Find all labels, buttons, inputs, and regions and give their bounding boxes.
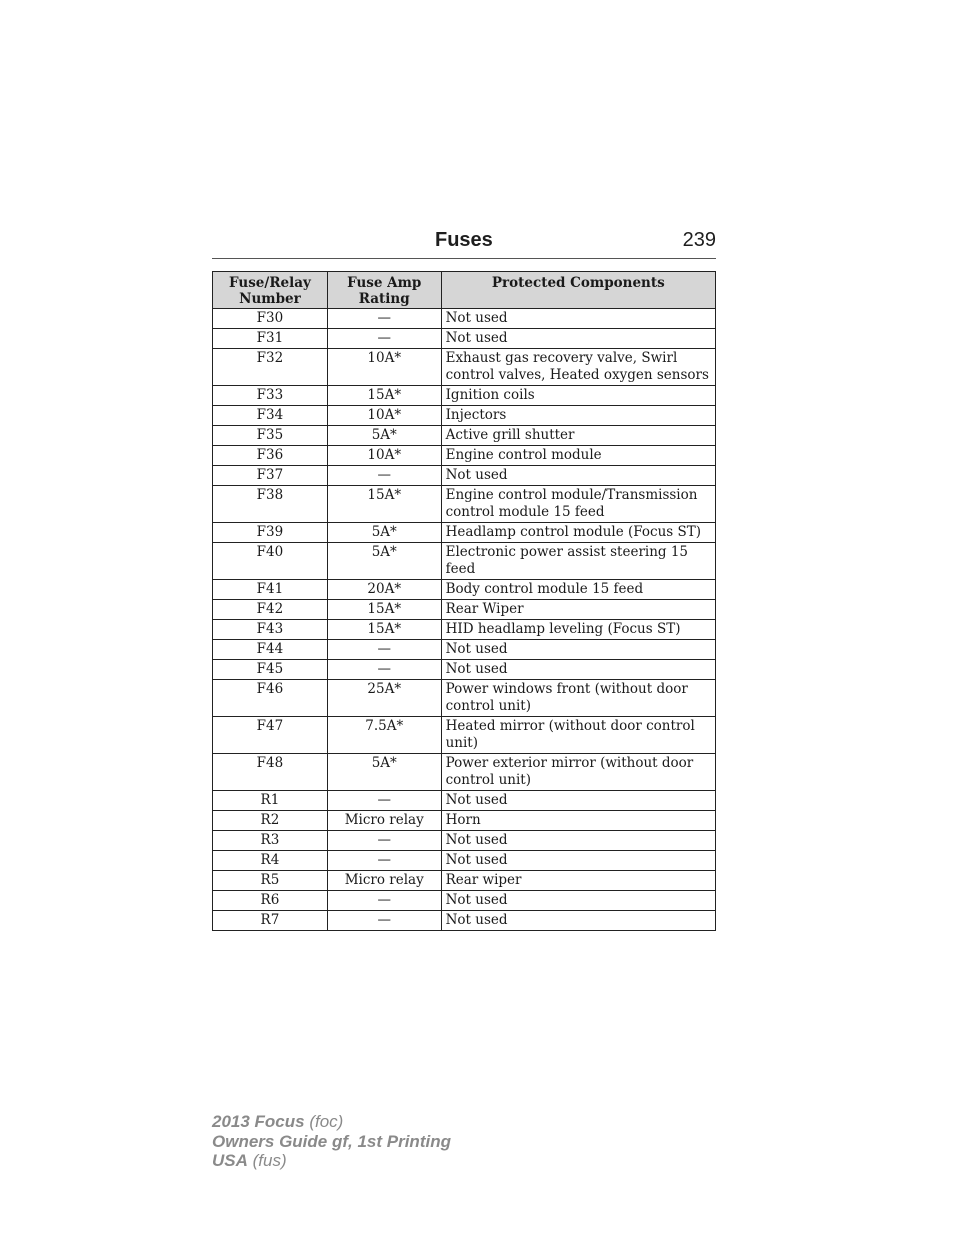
protected-components-cell: Injectors	[441, 406, 715, 426]
section-title: Fuses	[435, 229, 493, 251]
amp-rating-cell: —	[327, 329, 441, 349]
amp-rating-cell: 20A*	[327, 580, 441, 600]
protected-components-cell: Power exterior mirror (without door control unit)	[441, 754, 715, 791]
page-number: 239	[682, 229, 716, 251]
amp-rating-cell: —	[327, 891, 441, 911]
protected-components-cell: Horn	[441, 811, 715, 831]
protected-components-cell: Heated mirror (without door control unit)	[441, 717, 715, 754]
table-row	[213, 640, 716, 660]
protected-components-cell: Not used	[441, 791, 715, 811]
fuse-number-cell: F31	[213, 329, 328, 349]
footer-line-region	[212, 1151, 451, 1171]
amp-rating-cell: 10A*	[327, 349, 441, 386]
amp-rating-cell: Micro relay	[327, 811, 441, 831]
fuse-number-cell: F40	[213, 543, 328, 580]
amp-rating-cell: 5A*	[327, 523, 441, 543]
table-row	[213, 717, 716, 754]
amp-rating-cell: 5A*	[327, 426, 441, 446]
fuse-number-cell: F38	[213, 486, 328, 523]
amp-rating-cell: —	[327, 851, 441, 871]
amp-rating-cell: 7.5A*	[327, 717, 441, 754]
table-row	[213, 680, 716, 717]
amp-rating-cell: —	[327, 660, 441, 680]
table-row	[213, 791, 716, 811]
amp-rating-cell: 10A*	[327, 406, 441, 426]
protected-components-cell: Not used	[441, 309, 715, 329]
fuse-number-cell: F36	[213, 446, 328, 466]
table-row	[213, 446, 716, 466]
protected-components-cell: Not used	[441, 329, 715, 349]
protected-components-cell: Not used	[441, 851, 715, 871]
table-row	[213, 580, 716, 600]
amp-rating-cell: Micro relay	[327, 871, 441, 891]
protected-components-cell: Body control module 15 feed	[441, 580, 715, 600]
amp-rating-cell: 15A*	[327, 386, 441, 406]
fuse-number-cell: F35	[213, 426, 328, 446]
amp-rating-cell: —	[327, 791, 441, 811]
table-row	[213, 426, 716, 446]
fuse-number-cell: F44	[213, 640, 328, 660]
table-row	[213, 523, 716, 543]
amp-rating-cell: —	[327, 309, 441, 329]
table-row	[213, 851, 716, 871]
footer-region: USA	[212, 1151, 248, 1170]
protected-components-cell: Rear wiper	[441, 871, 715, 891]
amp-rating-cell: 5A*	[327, 754, 441, 791]
table-row	[213, 871, 716, 891]
fuse-number-cell: F42	[213, 600, 328, 620]
table-row	[213, 831, 716, 851]
fuse-number-cell: F37	[213, 466, 328, 486]
fuse-number-cell: R2	[213, 811, 328, 831]
footer-printing: Owners Guide gf, 1st Printing	[212, 1131, 451, 1151]
amp-rating-cell: 5A*	[327, 543, 441, 580]
column-header-number: Fuse/Relay Number	[213, 272, 328, 309]
footer	[212, 1112, 451, 1171]
amp-rating-cell: —	[327, 466, 441, 486]
table-row	[213, 406, 716, 426]
fuse-number-cell: F33	[213, 386, 328, 406]
table-row	[213, 911, 716, 931]
column-header-rating: Fuse Amp Rating	[327, 272, 441, 309]
amp-rating-cell: 15A*	[327, 620, 441, 640]
table-row	[213, 466, 716, 486]
table-row	[213, 309, 716, 329]
fuse-number-cell: F43	[213, 620, 328, 640]
fuse-number-cell: F47	[213, 717, 328, 754]
table-row	[213, 620, 716, 640]
fuse-number-cell: F41	[213, 580, 328, 600]
amp-rating-cell: 15A*	[327, 486, 441, 523]
protected-components-cell: Exhaust gas recovery valve, Swirl control valves, Heated oxygen sensors	[441, 349, 715, 386]
table-row	[213, 543, 716, 580]
table-header-row	[213, 272, 716, 309]
amp-rating-cell: 25A*	[327, 680, 441, 717]
amp-rating-cell: —	[327, 911, 441, 931]
amp-rating-cell: —	[327, 831, 441, 851]
amp-rating-cell: 15A*	[327, 600, 441, 620]
fuse-number-cell: F48	[213, 754, 328, 791]
table-row	[213, 329, 716, 349]
protected-components-cell: Not used	[441, 660, 715, 680]
column-header-components: Protected Components	[441, 272, 715, 309]
protected-components-cell: Active grill shutter	[441, 426, 715, 446]
protected-components-cell: Not used	[441, 466, 715, 486]
fuse-number-cell: R7	[213, 911, 328, 931]
protected-components-cell: Not used	[441, 831, 715, 851]
table-row	[213, 660, 716, 680]
table-row	[213, 891, 716, 911]
protected-components-cell: Power windows front (without door control unit)	[441, 680, 715, 717]
protected-components-cell: Not used	[441, 891, 715, 911]
footer-model-code: (foc)	[309, 1112, 344, 1131]
fuse-number-cell: R6	[213, 891, 328, 911]
protected-components-cell: Engine control module/Transmission control module 15 feed	[441, 486, 715, 523]
fuse-number-cell: F39	[213, 523, 328, 543]
table-row	[213, 754, 716, 791]
fuse-number-cell: F46	[213, 680, 328, 717]
table-row	[213, 486, 716, 523]
protected-components-cell: Not used	[441, 640, 715, 660]
protected-components-cell: Electronic power assist steering 15 feed	[441, 543, 715, 580]
fuse-table	[212, 271, 716, 931]
fuse-number-cell: R5	[213, 871, 328, 891]
protected-components-cell: Not used	[441, 911, 715, 931]
amp-rating-cell: —	[327, 640, 441, 660]
protected-components-cell: Headlamp control module (Focus ST)	[441, 523, 715, 543]
protected-components-cell: Rear Wiper	[441, 600, 715, 620]
table-row	[213, 386, 716, 406]
footer-line-model	[212, 1112, 451, 1132]
protected-components-cell: Ignition coils	[441, 386, 715, 406]
fuse-number-cell: R4	[213, 851, 328, 871]
amp-rating-cell: 10A*	[327, 446, 441, 466]
protected-components-cell: Engine control module	[441, 446, 715, 466]
footer-model: 2013 Focus	[212, 1112, 305, 1131]
protected-components-cell: HID headlamp leveling (Focus ST)	[441, 620, 715, 640]
table-body	[213, 309, 716, 931]
footer-region-code: (fus)	[252, 1151, 287, 1170]
table-row	[213, 349, 716, 386]
fuse-number-cell: F45	[213, 660, 328, 680]
table-row	[213, 811, 716, 831]
fuse-number-cell: F30	[213, 309, 328, 329]
fuse-number-cell: R3	[213, 831, 328, 851]
fuse-number-cell: F34	[213, 406, 328, 426]
fuse-number-cell: R1	[213, 791, 328, 811]
fuse-number-cell: F32	[213, 349, 328, 386]
page-header	[212, 228, 716, 259]
table-row	[213, 600, 716, 620]
